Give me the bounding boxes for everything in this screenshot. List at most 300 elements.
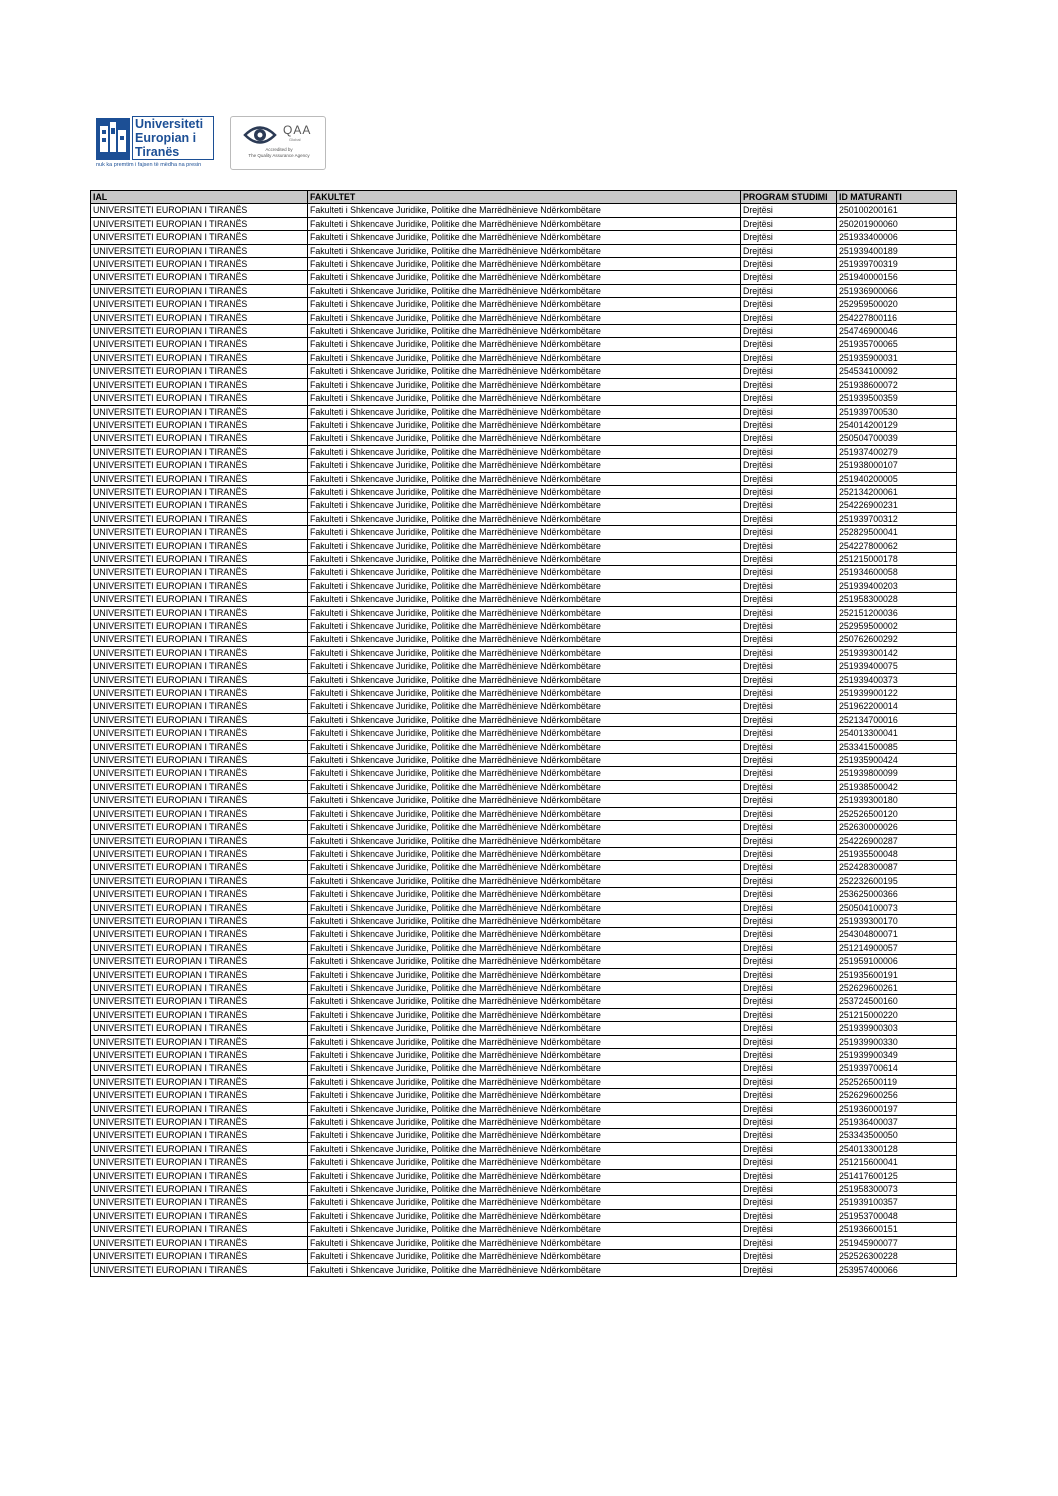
- cell-program: Drejtësi: [741, 874, 837, 887]
- cell-id: 251940200005: [837, 472, 957, 485]
- cell-id: 251938000107: [837, 459, 957, 472]
- table-row: [91, 311, 957, 324]
- cell-id: 254534100092: [837, 365, 957, 378]
- table-row: [91, 1169, 957, 1182]
- cell-institution: UNIVERSITETI EUROPIAN I TIRANËS: [91, 901, 308, 914]
- qaa-agency-label: The Quality Assurance Agency: [248, 153, 310, 158]
- cell-id: 252428300087: [837, 861, 957, 874]
- cell-id: 252526500119: [837, 1075, 957, 1088]
- cell-institution: UNIVERSITETI EUROPIAN I TIRANËS: [91, 244, 308, 257]
- cell-faculty: Fakulteti i Shkencave Juridike, Politike dhe Marrëdhënieve Ndërkombëtare: [308, 311, 741, 324]
- table-row: [91, 874, 957, 887]
- cell-institution: UNIVERSITETI EUROPIAN I TIRANËS: [91, 861, 308, 874]
- table-row: [91, 298, 957, 311]
- cell-id: 252526300228: [837, 1250, 957, 1263]
- table-row: [91, 1008, 957, 1021]
- cell-faculty: Fakulteti i Shkencave Juridike, Politike dhe Marrëdhënieve Ndërkombëtare: [308, 1116, 741, 1129]
- cell-program: Drejtësi: [741, 1223, 837, 1236]
- cell-institution: UNIVERSITETI EUROPIAN I TIRANËS: [91, 217, 308, 230]
- cell-program: Drejtësi: [741, 861, 837, 874]
- cell-id: 251936600151: [837, 1223, 957, 1236]
- cell-institution: UNIVERSITETI EUROPIAN I TIRANËS: [91, 1183, 308, 1196]
- cell-program: Drejtësi: [741, 472, 837, 485]
- cell-id: 251939700530: [837, 405, 957, 418]
- cell-faculty: Fakulteti i Shkencave Juridike, Politike dhe Marrëdhënieve Ndërkombëtare: [308, 660, 741, 673]
- cell-program: Drejtësi: [741, 365, 837, 378]
- cell-faculty: Fakulteti i Shkencave Juridike, Politike dhe Marrëdhënieve Ndërkombëtare: [308, 392, 741, 405]
- cell-program: Drejtësi: [741, 847, 837, 860]
- cell-program: Drejtësi: [741, 392, 837, 405]
- table-row: [91, 620, 957, 633]
- cell-id: 251939500359: [837, 392, 957, 405]
- cell-institution: UNIVERSITETI EUROPIAN I TIRANËS: [91, 687, 308, 700]
- cell-program: Drejtësi: [741, 432, 837, 445]
- cell-faculty: Fakulteti i Shkencave Juridike, Politike dhe Marrëdhënieve Ndërkombëtare: [308, 418, 741, 431]
- table-row: [91, 485, 957, 498]
- cell-faculty: Fakulteti i Shkencave Juridike, Politike dhe Marrëdhënieve Ndërkombëtare: [308, 780, 741, 793]
- cell-id: 252959500020: [837, 298, 957, 311]
- cell-institution: UNIVERSITETI EUROPIAN I TIRANËS: [91, 258, 308, 271]
- cell-institution: UNIVERSITETI EUROPIAN I TIRANËS: [91, 1169, 308, 1182]
- cell-id: 251939800099: [837, 767, 957, 780]
- cell-faculty: Fakulteti i Shkencave Juridike, Politike dhe Marrëdhënieve Ndërkombëtare: [308, 325, 741, 338]
- cell-faculty: Fakulteti i Shkencave Juridike, Politike dhe Marrëdhënieve Ndërkombëtare: [308, 687, 741, 700]
- cell-institution: UNIVERSITETI EUROPIAN I TIRANËS: [91, 673, 308, 686]
- cell-institution: UNIVERSITETI EUROPIAN I TIRANËS: [91, 311, 308, 324]
- table-row: [91, 459, 957, 472]
- cell-institution: UNIVERSITETI EUROPIAN I TIRANËS: [91, 1008, 308, 1021]
- cell-id: 254226900231: [837, 499, 957, 512]
- cell-faculty: Fakulteti i Shkencave Juridike, Politike dhe Marrëdhënieve Ndërkombëtare: [308, 512, 741, 525]
- cell-id: 251215600041: [837, 1156, 957, 1169]
- cell-institution: UNIVERSITETI EUROPIAN I TIRANËS: [91, 1062, 308, 1075]
- cell-id: 251215000220: [837, 1008, 957, 1021]
- cell-program: Drejtësi: [741, 231, 837, 244]
- cell-program: Drejtësi: [741, 673, 837, 686]
- table-row: [91, 888, 957, 901]
- cell-institution: UNIVERSITETI EUROPIAN I TIRANËS: [91, 794, 308, 807]
- cell-institution: UNIVERSITETI EUROPIAN I TIRANËS: [91, 780, 308, 793]
- cell-id: 253341500085: [837, 740, 957, 753]
- cell-program: Drejtësi: [741, 284, 837, 297]
- cell-institution: UNIVERSITETI EUROPIAN I TIRANËS: [91, 807, 308, 820]
- cell-program: Drejtësi: [741, 888, 837, 901]
- cell-program: Drejtësi: [741, 351, 837, 364]
- cell-program: Drejtësi: [741, 405, 837, 418]
- cell-faculty: Fakulteti i Shkencave Juridike, Politike dhe Marrëdhënieve Ndërkombëtare: [308, 834, 741, 847]
- cell-faculty: Fakulteti i Shkencave Juridike, Politike dhe Marrëdhënieve Ndërkombëtare: [308, 539, 741, 552]
- cell-program: Drejtësi: [741, 1263, 837, 1276]
- qaa-accredited-label: Accredited by: [265, 147, 293, 152]
- cell-institution: UNIVERSITETI EUROPIAN I TIRANËS: [91, 539, 308, 552]
- cell-faculty: Fakulteti i Shkencave Juridike, Politike dhe Marrëdhënieve Ndërkombëtare: [308, 204, 741, 217]
- cell-id: 252829500041: [837, 526, 957, 539]
- table-row: [91, 847, 957, 860]
- cell-institution: UNIVERSITETI EUROPIAN I TIRANËS: [91, 713, 308, 726]
- table-row: [91, 1196, 957, 1209]
- table-row: [91, 660, 957, 673]
- cell-faculty: Fakulteti i Shkencave Juridike, Politike dhe Marrëdhënieve Ndërkombëtare: [308, 861, 741, 874]
- cell-program: Drejtësi: [741, 204, 837, 217]
- cell-faculty: Fakulteti i Shkencave Juridike, Politike dhe Marrëdhënieve Ndërkombëtare: [308, 1129, 741, 1142]
- cell-institution: UNIVERSITETI EUROPIAN I TIRANËS: [91, 874, 308, 887]
- cell-program: Drejtësi: [741, 1049, 837, 1062]
- cell-faculty: Fakulteti i Shkencave Juridike, Politike dhe Marrëdhënieve Ndërkombëtare: [308, 1169, 741, 1182]
- cell-institution: UNIVERSITETI EUROPIAN I TIRANËS: [91, 298, 308, 311]
- cell-institution: UNIVERSITETI EUROPIAN I TIRANËS: [91, 981, 308, 994]
- cell-faculty: Fakulteti i Shkencave Juridike, Politike dhe Marrëdhënieve Ndërkombëtare: [308, 633, 741, 646]
- cell-institution: UNIVERSITETI EUROPIAN I TIRANËS: [91, 646, 308, 659]
- cell-program: Drejtësi: [741, 258, 837, 271]
- table-row: [91, 1183, 957, 1196]
- cell-faculty: Fakulteti i Shkencave Juridike, Politike dhe Marrëdhënieve Ndërkombëtare: [308, 365, 741, 378]
- cell-program: Drejtësi: [741, 914, 837, 927]
- cell-id: 251939900330: [837, 1035, 957, 1048]
- cell-institution: UNIVERSITETI EUROPIAN I TIRANËS: [91, 620, 308, 633]
- cell-institution: UNIVERSITETI EUROPIAN I TIRANËS: [91, 834, 308, 847]
- cell-id: 251938500042: [837, 780, 957, 793]
- cell-faculty: Fakulteti i Shkencave Juridike, Politike dhe Marrëdhënieve Ndërkombëtare: [308, 258, 741, 271]
- table-row: [91, 499, 957, 512]
- cell-id: 250100200161: [837, 204, 957, 217]
- cell-faculty: Fakulteti i Shkencave Juridike, Politike dhe Marrëdhënieve Ndërkombëtare: [308, 606, 741, 619]
- cell-id: 251939400189: [837, 244, 957, 257]
- cell-institution: UNIVERSITETI EUROPIAN I TIRANËS: [91, 472, 308, 485]
- cell-institution: UNIVERSITETI EUROPIAN I TIRANËS: [91, 325, 308, 338]
- cell-id: 252526500120: [837, 807, 957, 820]
- cell-program: Drejtësi: [741, 700, 837, 713]
- cell-program: Drejtësi: [741, 566, 837, 579]
- table-row: [91, 727, 957, 740]
- cell-institution: UNIVERSITETI EUROPIAN I TIRANËS: [91, 526, 308, 539]
- cell-id: 251417600125: [837, 1169, 957, 1182]
- table-row: [91, 914, 957, 927]
- cell-program: Drejtësi: [741, 445, 837, 458]
- table-row: [91, 834, 957, 847]
- table-row: [91, 673, 957, 686]
- cell-faculty: Fakulteti i Shkencave Juridike, Politike dhe Marrëdhënieve Ndërkombëtare: [308, 1035, 741, 1048]
- cell-faculty: Fakulteti i Shkencave Juridike, Politike dhe Marrëdhënieve Ndërkombëtare: [308, 928, 741, 941]
- cell-program: Drejtësi: [741, 807, 837, 820]
- cell-faculty: Fakulteti i Shkencave Juridike, Politike dhe Marrëdhënieve Ndërkombëtare: [308, 1196, 741, 1209]
- cell-id: 251939900303: [837, 1022, 957, 1035]
- cell-id: 252630000026: [837, 821, 957, 834]
- table-row: [91, 1236, 957, 1249]
- cell-institution: UNIVERSITETI EUROPIAN I TIRANËS: [91, 633, 308, 646]
- cell-id: 251214900057: [837, 941, 957, 954]
- cell-program: Drejtësi: [741, 1062, 837, 1075]
- cell-program: Drejtësi: [741, 780, 837, 793]
- cell-id: 251935500048: [837, 847, 957, 860]
- cell-program: Drejtësi: [741, 579, 837, 592]
- cell-id: 251936900066: [837, 284, 957, 297]
- cell-institution: UNIVERSITETI EUROPIAN I TIRANËS: [91, 1156, 308, 1169]
- cell-institution: UNIVERSITETI EUROPIAN I TIRANËS: [91, 1196, 308, 1209]
- cell-institution: UNIVERSITETI EUROPIAN I TIRANËS: [91, 1142, 308, 1155]
- cell-faculty: Fakulteti i Shkencave Juridike, Politike dhe Marrëdhënieve Ndërkombëtare: [308, 459, 741, 472]
- cell-institution: UNIVERSITETI EUROPIAN I TIRANËS: [91, 1129, 308, 1142]
- cell-program: Drejtësi: [741, 1022, 837, 1035]
- logo-line-2: Europian i: [135, 131, 197, 145]
- table-row: [91, 1156, 957, 1169]
- cell-id: 251958300028: [837, 593, 957, 606]
- cell-id: 254746900046: [837, 325, 957, 338]
- cell-program: Drejtësi: [741, 1209, 837, 1222]
- cell-faculty: Fakulteti i Shkencave Juridike, Politike dhe Marrëdhënieve Ndërkombëtare: [308, 1075, 741, 1088]
- cell-faculty: Fakulteti i Shkencave Juridike, Politike dhe Marrëdhënieve Ndërkombëtare: [308, 432, 741, 445]
- cell-faculty: Fakulteti i Shkencave Juridike, Politike dhe Marrëdhënieve Ndërkombëtare: [308, 727, 741, 740]
- cell-institution: UNIVERSITETI EUROPIAN I TIRANËS: [91, 740, 308, 753]
- cell-id: 251939300180: [837, 794, 957, 807]
- table-row: [91, 1116, 957, 1129]
- table-row: [91, 861, 957, 874]
- cell-institution: UNIVERSITETI EUROPIAN I TIRANËS: [91, 445, 308, 458]
- table-row: [91, 338, 957, 351]
- cell-institution: UNIVERSITETI EUROPIAN I TIRANËS: [91, 418, 308, 431]
- cell-faculty: Fakulteti i Shkencave Juridike, Politike dhe Marrëdhënieve Ndërkombëtare: [308, 767, 741, 780]
- cell-program: Drejtësi: [741, 901, 837, 914]
- cell-faculty: Fakulteti i Shkencave Juridike, Politike dhe Marrëdhënieve Ndërkombëtare: [308, 1250, 741, 1263]
- cell-institution: UNIVERSITETI EUROPIAN I TIRANËS: [91, 204, 308, 217]
- cell-id: 254013300128: [837, 1142, 957, 1155]
- cell-id: 251936000197: [837, 1102, 957, 1115]
- cell-faculty: Fakulteti i Shkencave Juridike, Politike dhe Marrëdhënieve Ndërkombëtare: [308, 995, 741, 1008]
- cell-faculty: Fakulteti i Shkencave Juridike, Politike dhe Marrëdhënieve Ndërkombëtare: [308, 901, 741, 914]
- column-header-id: ID MATURANTI: [837, 191, 957, 204]
- cell-faculty: Fakulteti i Shkencave Juridike, Politike dhe Marrëdhënieve Ndërkombëtare: [308, 566, 741, 579]
- cell-id: 251939900349: [837, 1049, 957, 1062]
- cell-faculty: Fakulteti i Shkencave Juridike, Politike dhe Marrëdhënieve Ndërkombëtare: [308, 968, 741, 981]
- cell-id: 251939400075: [837, 660, 957, 673]
- cell-id: 251939700614: [837, 1062, 957, 1075]
- table-row: [91, 593, 957, 606]
- cell-id: 252151200036: [837, 606, 957, 619]
- column-header-program: PROGRAM STUDIMI: [741, 191, 837, 204]
- cell-faculty: Fakulteti i Shkencave Juridike, Politike dhe Marrëdhënieve Ndërkombëtare: [308, 1142, 741, 1155]
- table-row: [91, 928, 957, 941]
- table-row: [91, 258, 957, 271]
- cell-faculty: Fakulteti i Shkencave Juridike, Politike dhe Marrëdhënieve Ndërkombëtare: [308, 673, 741, 686]
- table-row: [91, 445, 957, 458]
- cell-institution: UNIVERSITETI EUROPIAN I TIRANËS: [91, 1022, 308, 1035]
- cell-institution: UNIVERSITETI EUROPIAN I TIRANËS: [91, 566, 308, 579]
- cell-institution: UNIVERSITETI EUROPIAN I TIRANËS: [91, 1116, 308, 1129]
- cell-faculty: Fakulteti i Shkencave Juridike, Politike dhe Marrëdhënieve Ndërkombëtare: [308, 1223, 741, 1236]
- qaa-accreditation-text: [231, 147, 327, 159]
- table-row: [91, 713, 957, 726]
- cell-program: Drejtësi: [741, 821, 837, 834]
- cell-program: Drejtësi: [741, 459, 837, 472]
- cell-id: 254226900287: [837, 834, 957, 847]
- table-row: [91, 231, 957, 244]
- cell-program: Drejtësi: [741, 646, 837, 659]
- cell-id: 253724500160: [837, 995, 957, 1008]
- table-row: [91, 271, 957, 284]
- cell-faculty: Fakulteti i Shkencave Juridike, Politike dhe Marrëdhënieve Ndërkombëtare: [308, 217, 741, 230]
- cell-id: 253343500050: [837, 1129, 957, 1142]
- cell-program: Drejtësi: [741, 981, 837, 994]
- table-row: [91, 512, 957, 525]
- cell-program: Drejtësi: [741, 727, 837, 740]
- cell-institution: UNIVERSITETI EUROPIAN I TIRANËS: [91, 1049, 308, 1062]
- university-tagline: nuk ka premtim i fajsen të mëdha na presin: [96, 162, 202, 168]
- cell-institution: UNIVERSITETI EUROPIAN I TIRANËS: [91, 231, 308, 244]
- cell-institution: UNIVERSITETI EUROPIAN I TIRANËS: [91, 754, 308, 767]
- table-row: [91, 432, 957, 445]
- table-row: [91, 365, 957, 378]
- cell-id: 250762600292: [837, 633, 957, 646]
- cell-program: Drejtësi: [741, 1035, 837, 1048]
- table-row: [91, 284, 957, 297]
- cell-institution: UNIVERSITETI EUROPIAN I TIRANËS: [91, 392, 308, 405]
- cell-institution: UNIVERSITETI EUROPIAN I TIRANËS: [91, 727, 308, 740]
- cell-program: Drejtësi: [741, 955, 837, 968]
- cell-faculty: Fakulteti i Shkencave Juridike, Politike dhe Marrëdhënieve Ndërkombëtare: [308, 1008, 741, 1021]
- table-row: [91, 378, 957, 391]
- cell-id: 251935700065: [837, 338, 957, 351]
- cell-institution: UNIVERSITETI EUROPIAN I TIRANËS: [91, 1250, 308, 1263]
- table-row: [91, 633, 957, 646]
- cell-faculty: Fakulteti i Shkencave Juridike, Politike dhe Marrëdhënieve Ndërkombëtare: [308, 485, 741, 498]
- cell-institution: UNIVERSITETI EUROPIAN I TIRANËS: [91, 955, 308, 968]
- table-row: [91, 1022, 957, 1035]
- table-row: [91, 1049, 957, 1062]
- cell-program: Drejtësi: [741, 713, 837, 726]
- cell-id: 251939700319: [837, 258, 957, 271]
- cell-faculty: Fakulteti i Shkencave Juridike, Politike dhe Marrëdhënieve Ndërkombëtare: [308, 981, 741, 994]
- cell-id: 251962200014: [837, 700, 957, 713]
- cell-id: 252134700016: [837, 713, 957, 726]
- cell-institution: UNIVERSITETI EUROPIAN I TIRANËS: [91, 660, 308, 673]
- table-row: [91, 579, 957, 592]
- cell-faculty: Fakulteti i Shkencave Juridike, Politike dhe Marrëdhënieve Ndërkombëtare: [308, 888, 741, 901]
- table-body: [91, 204, 957, 1277]
- cell-id: 250504100073: [837, 901, 957, 914]
- university-building-icon: [96, 118, 130, 160]
- table-row: [91, 1035, 957, 1048]
- cell-faculty: Fakulteti i Shkencave Juridike, Politike dhe Marrëdhënieve Ndërkombëtare: [308, 338, 741, 351]
- cell-institution: UNIVERSITETI EUROPIAN I TIRANËS: [91, 941, 308, 954]
- qaa-global: Global: [289, 137, 301, 142]
- cell-id: 254014200129: [837, 418, 957, 431]
- cell-program: Drejtësi: [741, 217, 837, 230]
- cell-faculty: Fakulteti i Shkencave Juridike, Politike dhe Marrëdhënieve Ndërkombëtare: [308, 1022, 741, 1035]
- logo-line-1: Universiteti: [135, 117, 204, 131]
- table-row: [91, 1250, 957, 1263]
- cell-faculty: Fakulteti i Shkencave Juridike, Politike dhe Marrëdhënieve Ndërkombëtare: [308, 1102, 741, 1115]
- qaa-title: QAA: [283, 123, 312, 137]
- table-row: [91, 392, 957, 405]
- cell-program: Drejtësi: [741, 834, 837, 847]
- cell-faculty: Fakulteti i Shkencave Juridike, Politike dhe Marrëdhënieve Ndërkombëtare: [308, 378, 741, 391]
- table-row: [91, 1142, 957, 1155]
- cell-program: Drejtësi: [741, 1008, 837, 1021]
- cell-faculty: Fakulteti i Shkencave Juridike, Politike dhe Marrëdhënieve Ndërkombëtare: [308, 298, 741, 311]
- cell-id: 251939900122: [837, 687, 957, 700]
- cell-faculty: Fakulteti i Shkencave Juridike, Politike dhe Marrëdhënieve Ndërkombëtare: [308, 754, 741, 767]
- table-row: [91, 566, 957, 579]
- cell-program: Drejtësi: [741, 499, 837, 512]
- cell-id: 252629600256: [837, 1089, 957, 1102]
- cell-faculty: Fakulteti i Shkencave Juridike, Politike dhe Marrëdhënieve Ndërkombëtare: [308, 231, 741, 244]
- cell-id: 252959500002: [837, 620, 957, 633]
- table-row: [91, 244, 957, 257]
- cell-faculty: Fakulteti i Shkencave Juridike, Politike dhe Marrëdhënieve Ndërkombëtare: [308, 526, 741, 539]
- cell-faculty: Fakulteti i Shkencave Juridike, Politike dhe Marrëdhënieve Ndërkombëtare: [308, 445, 741, 458]
- table-row: [91, 1129, 957, 1142]
- cell-program: Drejtësi: [741, 740, 837, 753]
- university-logo-text: [132, 116, 214, 160]
- cell-id: 253625000366: [837, 888, 957, 901]
- cell-program: Drejtësi: [741, 1196, 837, 1209]
- cell-program: Drejtësi: [741, 1156, 837, 1169]
- cell-program: Drejtësi: [741, 244, 837, 257]
- table-row: [91, 995, 957, 1008]
- cell-institution: UNIVERSITETI EUROPIAN I TIRANËS: [91, 995, 308, 1008]
- cell-program: Drejtësi: [741, 1089, 837, 1102]
- cell-faculty: Fakulteti i Shkencave Juridike, Politike dhe Marrëdhënieve Ndërkombëtare: [308, 700, 741, 713]
- cell-institution: UNIVERSITETI EUROPIAN I TIRANËS: [91, 271, 308, 284]
- cell-institution: UNIVERSITETI EUROPIAN I TIRANËS: [91, 700, 308, 713]
- cell-id: 251940000156: [837, 271, 957, 284]
- table-header-row: [91, 191, 957, 204]
- qaa-eye-icon: [243, 122, 277, 148]
- cell-id: 251938600072: [837, 378, 957, 391]
- cell-institution: UNIVERSITETI EUROPIAN I TIRANËS: [91, 821, 308, 834]
- qaa-accreditation-logo: [230, 116, 326, 170]
- cell-program: Drejtësi: [741, 378, 837, 391]
- table-row: [91, 981, 957, 994]
- graduates-table: [90, 190, 957, 1277]
- table-row: [91, 1209, 957, 1222]
- cell-institution: UNIVERSITETI EUROPIAN I TIRANËS: [91, 338, 308, 351]
- table-row: [91, 1223, 957, 1236]
- cell-program: Drejtësi: [741, 754, 837, 767]
- table-row: [91, 351, 957, 364]
- cell-id: 253957400066: [837, 1263, 957, 1276]
- cell-program: Drejtësi: [741, 552, 837, 565]
- table-row: [91, 405, 957, 418]
- cell-program: Drejtësi: [741, 968, 837, 981]
- cell-faculty: Fakulteti i Shkencave Juridike, Politike dhe Marrëdhënieve Ndërkombëtare: [308, 847, 741, 860]
- table-row: [91, 901, 957, 914]
- cell-id: 251958300073: [837, 1183, 957, 1196]
- cell-institution: UNIVERSITETI EUROPIAN I TIRANËS: [91, 1236, 308, 1249]
- cell-faculty: Fakulteti i Shkencave Juridike, Politike dhe Marrëdhënieve Ndërkombëtare: [308, 271, 741, 284]
- cell-institution: UNIVERSITETI EUROPIAN I TIRANËS: [91, 485, 308, 498]
- table-row: [91, 646, 957, 659]
- cell-program: Drejtësi: [741, 418, 837, 431]
- cell-program: Drejtësi: [741, 660, 837, 673]
- cell-id: 252629600261: [837, 981, 957, 994]
- cell-id: 252134200061: [837, 485, 957, 498]
- cell-program: Drejtësi: [741, 298, 837, 311]
- table-row: [91, 780, 957, 793]
- cell-id: 251935900031: [837, 351, 957, 364]
- table-row: [91, 552, 957, 565]
- cell-institution: UNIVERSITETI EUROPIAN I TIRANËS: [91, 914, 308, 927]
- cell-institution: UNIVERSITETI EUROPIAN I TIRANËS: [91, 593, 308, 606]
- cell-institution: UNIVERSITETI EUROPIAN I TIRANËS: [91, 606, 308, 619]
- cell-id: 250201900060: [837, 217, 957, 230]
- table-row: [91, 955, 957, 968]
- cell-program: Drejtësi: [741, 941, 837, 954]
- cell-program: Drejtësi: [741, 1183, 837, 1196]
- cell-program: Drejtësi: [741, 1075, 837, 1088]
- cell-id: 254013300041: [837, 727, 957, 740]
- cell-faculty: Fakulteti i Shkencave Juridike, Politike dhe Marrëdhënieve Ndërkombëtare: [308, 955, 741, 968]
- cell-program: Drejtësi: [741, 338, 837, 351]
